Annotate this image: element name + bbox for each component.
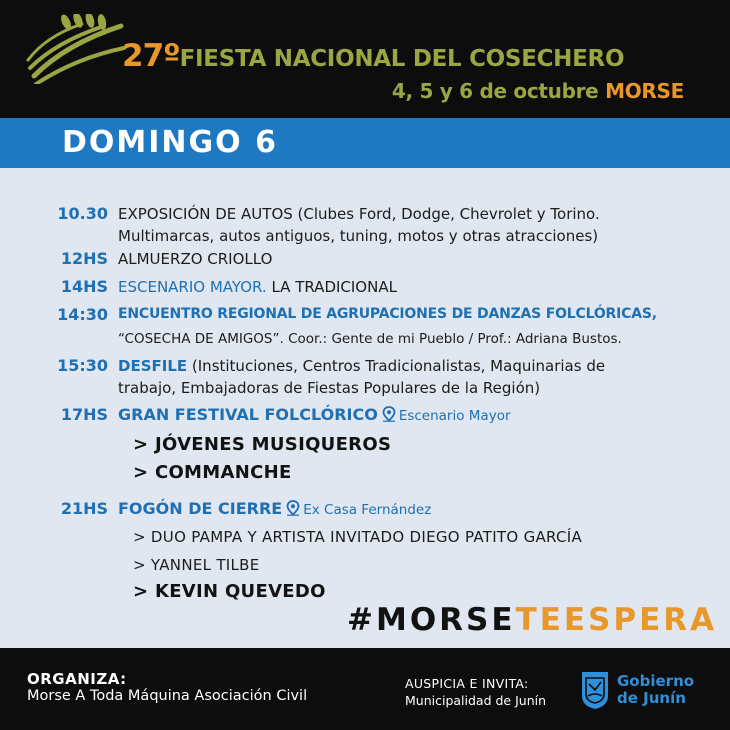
schedule-line [118,499,431,518]
schedule-line [118,357,605,375]
event-highlight-line [118,306,657,322]
edition-number: 27º [122,38,180,74]
schedule-line: ALMUERZO CRIOLLO [118,250,273,268]
time-label: 10.30 [57,204,108,223]
event-text: (Instituciones, Centros Tradicionalistas, Maquinarias de [187,357,606,375]
festival-dates [392,79,684,103]
act-item: > YANNEL TILBE [133,556,260,574]
day-label: DOMINGO 6 [62,125,278,160]
act-item: > JÓVENES MUSIQUEROS [133,434,392,455]
event-highlight: DESFILE [118,357,188,375]
act-item: > KEVIN QUEVEDO [133,581,326,602]
event-highlight: GRAN FESTIVAL FOLCLÓRICO [118,405,378,424]
venue-label: Ex Casa Fernández [303,502,432,518]
location-pin-icon [382,406,396,422]
schedule-line: “COSECHA DE AMIGOS”. Coor.: Gente de mi Pueblo / Prof.: Adriana Bustos. [118,331,622,347]
day-band [0,118,730,168]
schedule-line: EXPOSICIÓN DE AUTOS (Clubes Ford, Dodge, Chevrolet y Torino. [118,205,600,223]
venue-label: Escenario Mayor [398,408,511,424]
event-text: LA TRADICIONAL [266,278,397,296]
time-label: 12HS [60,249,108,268]
schedule-line: trabajo, Embajadoras de Fiestas Populares de la Región) [118,379,541,397]
auspicia-label: AUSPICIA E INVITA: [405,676,529,691]
event-highlight: ESCENARIO MAYOR. [118,278,267,296]
festival-name: FIESTA NACIONAL DEL COSECHERO [179,46,625,72]
time-label: 14:30 [57,305,108,324]
organiza-name: Morse A Toda Máquina Asociación Civil [27,688,308,704]
gobierno-line1: Gobierno [617,672,695,690]
schedule-line: Multimarcas, autos antiguos, tuning, motos y otras atracciones) [118,227,599,245]
town-name: MORSE [605,79,684,103]
act-item: > DUO PAMPA Y ARTISTA INVITADO DIEGO PATITO GARCÍA [133,528,583,546]
event-highlight: FOGÓN DE CIERRE [118,499,283,518]
hashtag-part2: TEESPERA [515,602,718,638]
act-item: > COMMANCHE [133,462,292,483]
header [0,0,730,118]
dates-text: 4, 5 y 6 de octubre [391,79,599,103]
schedule-line [118,278,397,296]
location-pin-icon [286,500,300,516]
organiza-label: ORGANIZA: [27,670,127,688]
time-label: 17HS [60,405,108,424]
junin-shield-icon [580,670,610,710]
festival-title [122,38,624,74]
schedule-line [118,405,511,424]
wheat-logo-icon [26,14,126,84]
auspicia-name: Municipalidad de Junín [405,693,547,708]
gobierno-line2: de Junín [617,689,686,707]
time-label: 21HS [60,499,108,518]
event-highlight: ENCUENTRO REGIONAL DE AGRUPACIONES DE DANZAS FOLCLÓRICAS, [118,306,657,322]
time-label: 14HS [60,277,108,296]
time-label: 15:30 [57,356,108,375]
hashtag [347,602,717,638]
footer [0,648,730,730]
hashtag-part1: #MORSE [347,602,516,638]
